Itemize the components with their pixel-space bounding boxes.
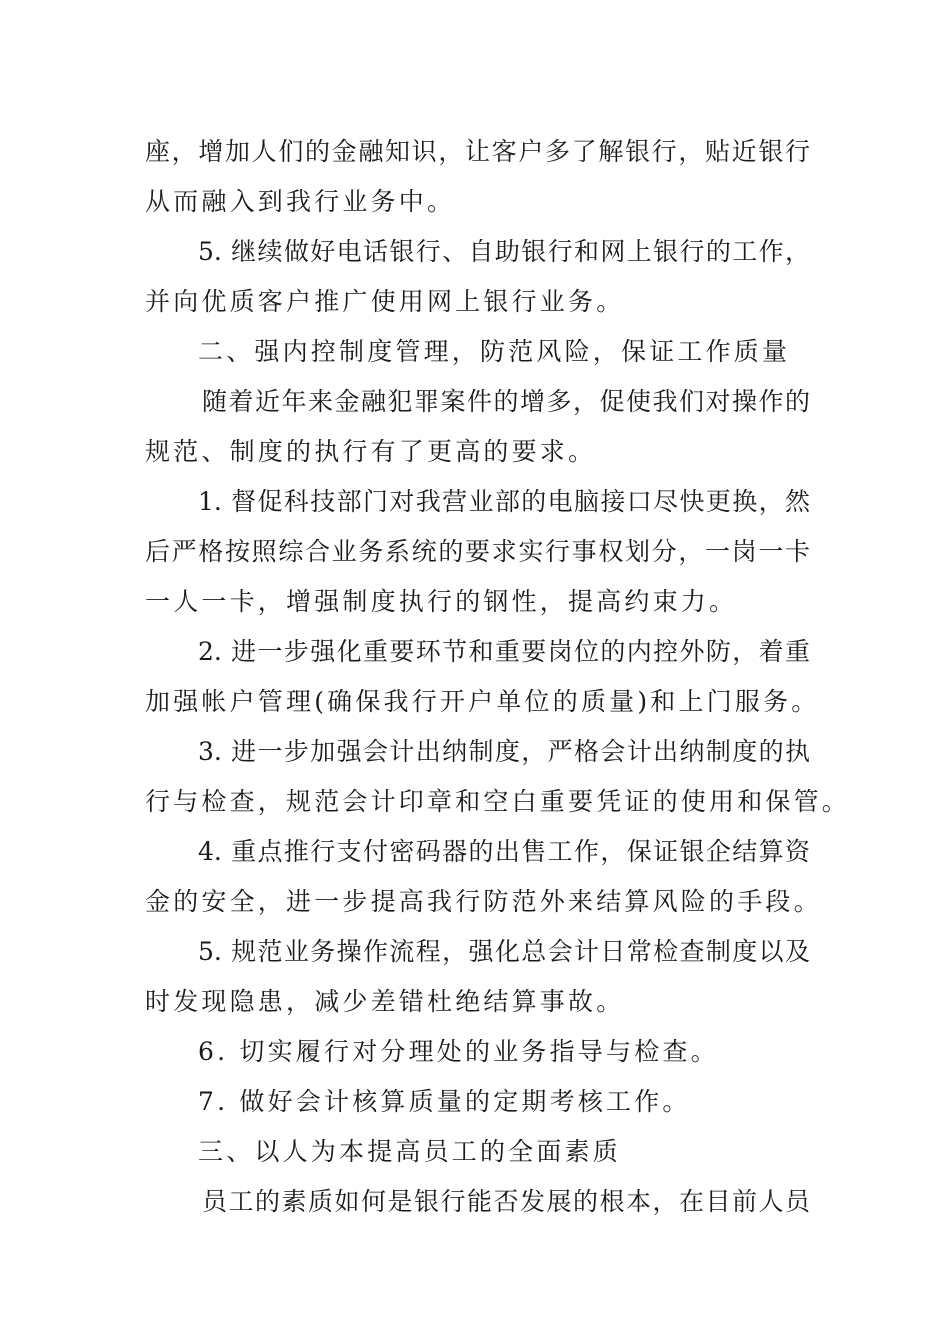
- text-line: 1. 督促科技部门对我营业部的电脑接口尽快更换，然: [198, 487, 810, 516]
- text-line: 员工的素质如何是银行能否发展的根本，在目前人员: [202, 1187, 810, 1216]
- text-line: 3. 进一步加强会计出纳制度，严格会计出纳制度的执: [198, 737, 810, 766]
- text-line: 金的安全，进一步提高我行防范外来结算风险的手段。: [145, 887, 822, 916]
- text-line: 5. 规范业务操作流程，强化总会计日常检查制度以及: [198, 937, 810, 966]
- text-line: 后严格按照综合业务系统的要求实行事权划分，一岗一卡: [145, 537, 810, 566]
- text-line: 6. 切实履行对分理处的业务指导与检查。: [198, 1037, 719, 1066]
- section-heading: 二、强内控制度管理，防范风险，保证工作质量: [198, 337, 791, 366]
- text-line: 从而融入到我行业务中。: [145, 187, 456, 216]
- text-line: 4. 重点推行支付密码器的出售工作，保证银企结算资: [198, 837, 810, 866]
- text-line: 5. 继续做好电话银行、自助银行和网上银行的工作，: [198, 237, 810, 266]
- text-line: 加强帐户管理(确保我行开户单位的质量)和上门服务。: [145, 687, 820, 716]
- text-line: 一人一卡，增强制度执行的钢性，提高约束力。: [145, 587, 738, 616]
- section-heading: 三、以人为本提高员工的全面素质: [198, 1137, 622, 1166]
- text-line: 7. 做好会计核算质量的定期考核工作。: [198, 1087, 691, 1116]
- text-line: 并向优质客户推广使用网上银行业务。: [145, 287, 625, 316]
- text-line: 规范、制度的执行有了更高的要求。: [145, 437, 597, 466]
- text-line: 2. 进一步强化重要环节和重要岗位的内控外防，着重: [198, 637, 810, 666]
- text-line: 随着近年来金融犯罪案件的增多，促使我们对操作的: [202, 387, 810, 416]
- text-line: 时发现隐患，减少差错杜绝结算事故。: [145, 987, 625, 1016]
- text-line: 行与检查，规范会计印章和空白重要凭证的使用和保管。: [145, 787, 851, 816]
- text-line: 座，增加人们的金融知识，让客户多了解银行，贴近银行: [145, 137, 810, 166]
